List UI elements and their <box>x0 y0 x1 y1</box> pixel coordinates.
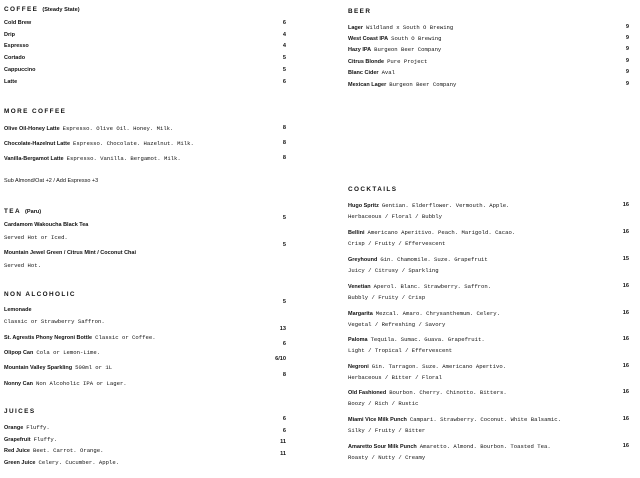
menu-item: Drip <box>4 32 15 38</box>
menu-item: Miami Vice Milk Punch Campari. Strawberry. Coconut. White Balsamic. <box>348 416 561 423</box>
section-title-coffee: COFFEE (Steady State) <box>4 6 80 13</box>
menu-item: Green Juice Celery. Cucumber. Apple. <box>4 459 120 466</box>
flavor-tags: Silky / Fruity / Bitter <box>348 427 426 434</box>
menu-item: Margarita Mezcal. Amaro. Chrysanthemum. Celery. <box>348 310 500 317</box>
flavor-tags: Herbaceous / Bitter / Floral <box>348 374 442 381</box>
price: 6 <box>282 428 286 434</box>
price: 9 <box>625 69 629 75</box>
price: 4 <box>282 32 286 38</box>
price: 11 <box>280 451 286 457</box>
price: 11 <box>280 439 286 445</box>
price: 16 <box>622 229 629 235</box>
menu-item: West Coast IPA South O Brewing <box>348 35 442 42</box>
menu-item: Mexican Lager Burgeon Beer Company <box>348 81 457 88</box>
menu-item: Mountain Valley Sparkling 500ml or 1L <box>4 364 113 371</box>
price: 16 <box>622 443 629 449</box>
menu-item: Negroni Gin. Tarragon. Suze. Americano Apertivo. <box>348 363 507 370</box>
menu-item: Venetian Aperol. Blanc. Strawberry. Saffron. <box>348 283 492 290</box>
price: 9 <box>625 81 629 87</box>
price: 5 <box>282 299 286 305</box>
flavor-tags: Light / Tropical / Effervescent <box>348 347 453 354</box>
price: 8 <box>282 372 286 378</box>
price: 6 <box>282 341 286 347</box>
price: 5 <box>282 67 286 73</box>
price: 9 <box>625 46 629 52</box>
add-on-note: Sub Almond/Oat +2 / Add Espresso +3 <box>4 178 99 184</box>
menu-item: Old Fashioned Bourbon. Cherry. Chinotto. Bitters. <box>348 389 507 396</box>
menu-item: Chocolate-Hazelnut Latte Espresso. Chocolate. Hazelnut. Milk. <box>4 140 194 147</box>
price: 5 <box>282 55 286 61</box>
price: 8 <box>282 140 286 146</box>
price: 9 <box>625 35 629 41</box>
price: 8 <box>282 155 286 161</box>
price: 5 <box>282 215 286 221</box>
price: 16 <box>622 310 629 316</box>
price: 16 <box>622 416 629 422</box>
item-note: Served Hot. <box>4 262 41 269</box>
menu-item: Blanc Cider Aval <box>348 69 396 76</box>
menu-item: Hugo Spritz Gentian. Elderflower. Vermouth. Apple. <box>348 202 510 209</box>
menu-item: Citrus Blonde Pure Project <box>348 58 428 65</box>
menu-item: Latte <box>4 79 18 85</box>
price: 6/10 <box>275 356 286 362</box>
menu-item: Nonny Can Non Alcoholic IPA or Lager. <box>4 380 127 387</box>
price: 16 <box>622 202 629 208</box>
menu-item: Orange Fluffy. <box>4 424 50 431</box>
price: 6 <box>282 20 286 26</box>
section-title-juices: JUICES <box>4 408 36 415</box>
price: 9 <box>625 58 629 64</box>
price: 16 <box>622 363 629 369</box>
menu-item: Paloma Tequila. Sumac. Guava. Grapefruit. <box>348 336 485 343</box>
menu-item: Red Juice Beet. Carrot. Orange. <box>4 447 104 454</box>
menu-item: Olipop Can Cola or Lemon-Lime. <box>4 349 101 356</box>
price: 6 <box>282 79 286 85</box>
menu-item: Cold Brew <box>4 20 32 26</box>
item-note: Served Hot or Iced. <box>4 234 68 241</box>
price: 8 <box>282 125 286 131</box>
menu-item: Lager Wildland x South O Brewing <box>348 24 454 31</box>
menu-item: Hazy IPA Burgeon Beer Company <box>348 46 442 53</box>
flavor-tags: Roasty / Nutty / Creamy <box>348 454 426 461</box>
price: 16 <box>622 389 629 395</box>
section-title-beer: BEER <box>348 8 372 15</box>
menu-item: Grapefruit Fluffy. <box>4 436 58 443</box>
menu-item: Vanilla-Bergamot Latte Espresso. Vanilla. Bergamot. Milk. <box>4 155 181 162</box>
menu-item: Cortado <box>4 55 26 61</box>
menu-item: Mountain Jewel Green / Citrus Mint / Coconut Chai <box>4 250 137 256</box>
price: 16 <box>622 283 629 289</box>
menu-item: Bellini Americano Aperitivo. Peach. Marigold. Cacao. <box>348 229 516 236</box>
price: 6 <box>282 416 286 422</box>
price: 15 <box>622 256 629 262</box>
menu-item: St. Agrestis Phony Negroni Bottle Classic or Coffee. <box>4 334 156 341</box>
item-note: Classic or Strawberry Saffron. <box>4 318 105 325</box>
menu-item: Cappuccino <box>4 67 36 73</box>
price: 13 <box>279 326 286 332</box>
flavor-tags: Boozy / Rich / Rustic <box>348 400 419 407</box>
flavor-tags: Crisp / Fruity / Effervescent <box>348 240 446 247</box>
flavor-tags: Herbaceous / Floral / Bubbly <box>348 213 442 220</box>
flavor-tags: Vegetal / Refreshing / Savory <box>348 321 446 328</box>
menu-item: Cardamom Wakoucha Black Tea <box>4 222 89 228</box>
flavor-tags: Juicy / Citrusy / Sparkling <box>348 267 439 274</box>
price: 9 <box>625 24 629 30</box>
price: 5 <box>282 242 286 248</box>
menu-item: Lemonade <box>4 307 32 313</box>
price: 16 <box>622 336 629 342</box>
section-title-cocktails: COCKTAILS <box>348 186 398 193</box>
section-title-non-alcoholic: NON ALCOHOLIC <box>4 291 76 298</box>
menu-item: Amaretto Sour Milk Punch Amaretto. Almond. Bourbon. Toasted Tea. <box>348 443 551 450</box>
menu-item: Greyhound Gin. Chamomile. Suze. Grapefruit <box>348 256 488 263</box>
price: 4 <box>282 43 286 49</box>
menu-item: Espresso <box>4 43 29 49</box>
section-title-more-coffee: MORE COFFEE <box>4 108 67 115</box>
flavor-tags: Bubbly / Fruity / Crisp <box>348 294 426 301</box>
section-title-tea: TEA (Paru) <box>4 208 42 215</box>
menu-item: Olive Oil-Honey Latte Espresso. Olive Oil. Honey. Milk. <box>4 125 174 132</box>
